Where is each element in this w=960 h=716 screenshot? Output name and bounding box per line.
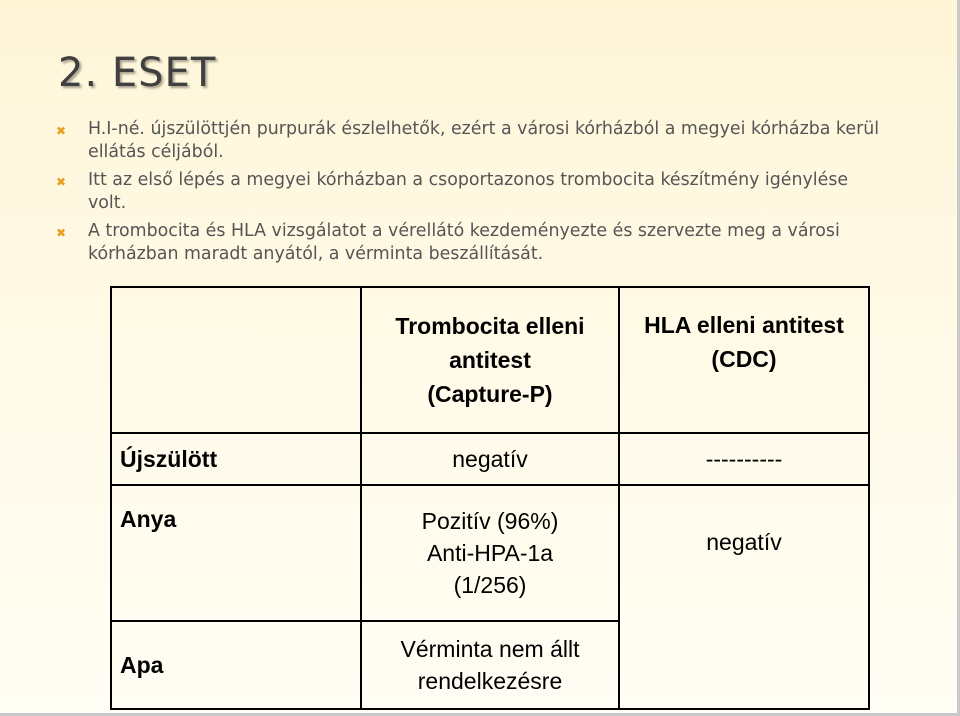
mother-platelet-result <box>361 485 619 621</box>
bullet-text: H.I-né. újszülöttjén purpurák észlelhetők, ezért a városi kórházból a megyei kórházba kerül ellátás céljából. <box>88 119 880 162</box>
bullet-item <box>54 169 884 215</box>
row-label-father: Apa <box>111 621 361 709</box>
bullet-list <box>54 118 884 271</box>
newborn-platelet-result <box>361 433 619 485</box>
header-empty-cell <box>111 287 361 433</box>
bullet-text: Itt az első lépés a megyei kórházban a csoportazonos trombocita készítmény igénylése volt. <box>88 170 849 213</box>
cell-text: Vérminta nem állt <box>400 636 580 662</box>
newborn-hla-result <box>619 433 869 485</box>
table-row <box>111 433 869 485</box>
header-line: Trombocita elleni <box>395 313 585 339</box>
results-table <box>110 286 870 710</box>
header-line: (CDC) <box>711 346 777 372</box>
cell-text: Pozitív (96%) <box>421 508 559 534</box>
header-line: antitest <box>449 347 531 373</box>
parents-hla-result <box>619 485 869 709</box>
father-platelet-result <box>361 621 619 709</box>
header-line: (Capture-P) <box>427 381 553 407</box>
cell-text: Anti-HPA-1a <box>426 540 554 566</box>
cell-text: ---------- <box>705 446 783 472</box>
bullet-item <box>54 220 884 266</box>
table-header-row <box>111 287 869 433</box>
header-line: HLA elleni antitest <box>644 312 844 338</box>
cell-text: negatív <box>452 446 528 472</box>
bullet-item <box>54 118 884 164</box>
header-hla-antibody <box>619 287 869 433</box>
row-label-mother: Anya <box>111 485 361 621</box>
row-label-newborn: Újszülött <box>111 433 361 485</box>
bullet-text: A trombocita és HLA vizsgálatot a vérellátó kezdeményezte és szervezte meg a városi kórházban maradt anyától, a vérminta beszállítását. <box>88 221 840 264</box>
cross-bullet-icon: ✖ <box>56 124 67 138</box>
table-row <box>111 485 869 621</box>
cell-text: negatív <box>706 529 782 555</box>
header-platelet-antibody <box>361 287 619 433</box>
slide-title: 2. ESET <box>58 50 217 96</box>
cross-bullet-icon: ✖ <box>56 175 67 189</box>
cell-text: rendelkezésre <box>417 668 563 694</box>
cross-bullet-icon: ✖ <box>56 226 67 240</box>
cell-text: (1/256) <box>453 572 527 598</box>
